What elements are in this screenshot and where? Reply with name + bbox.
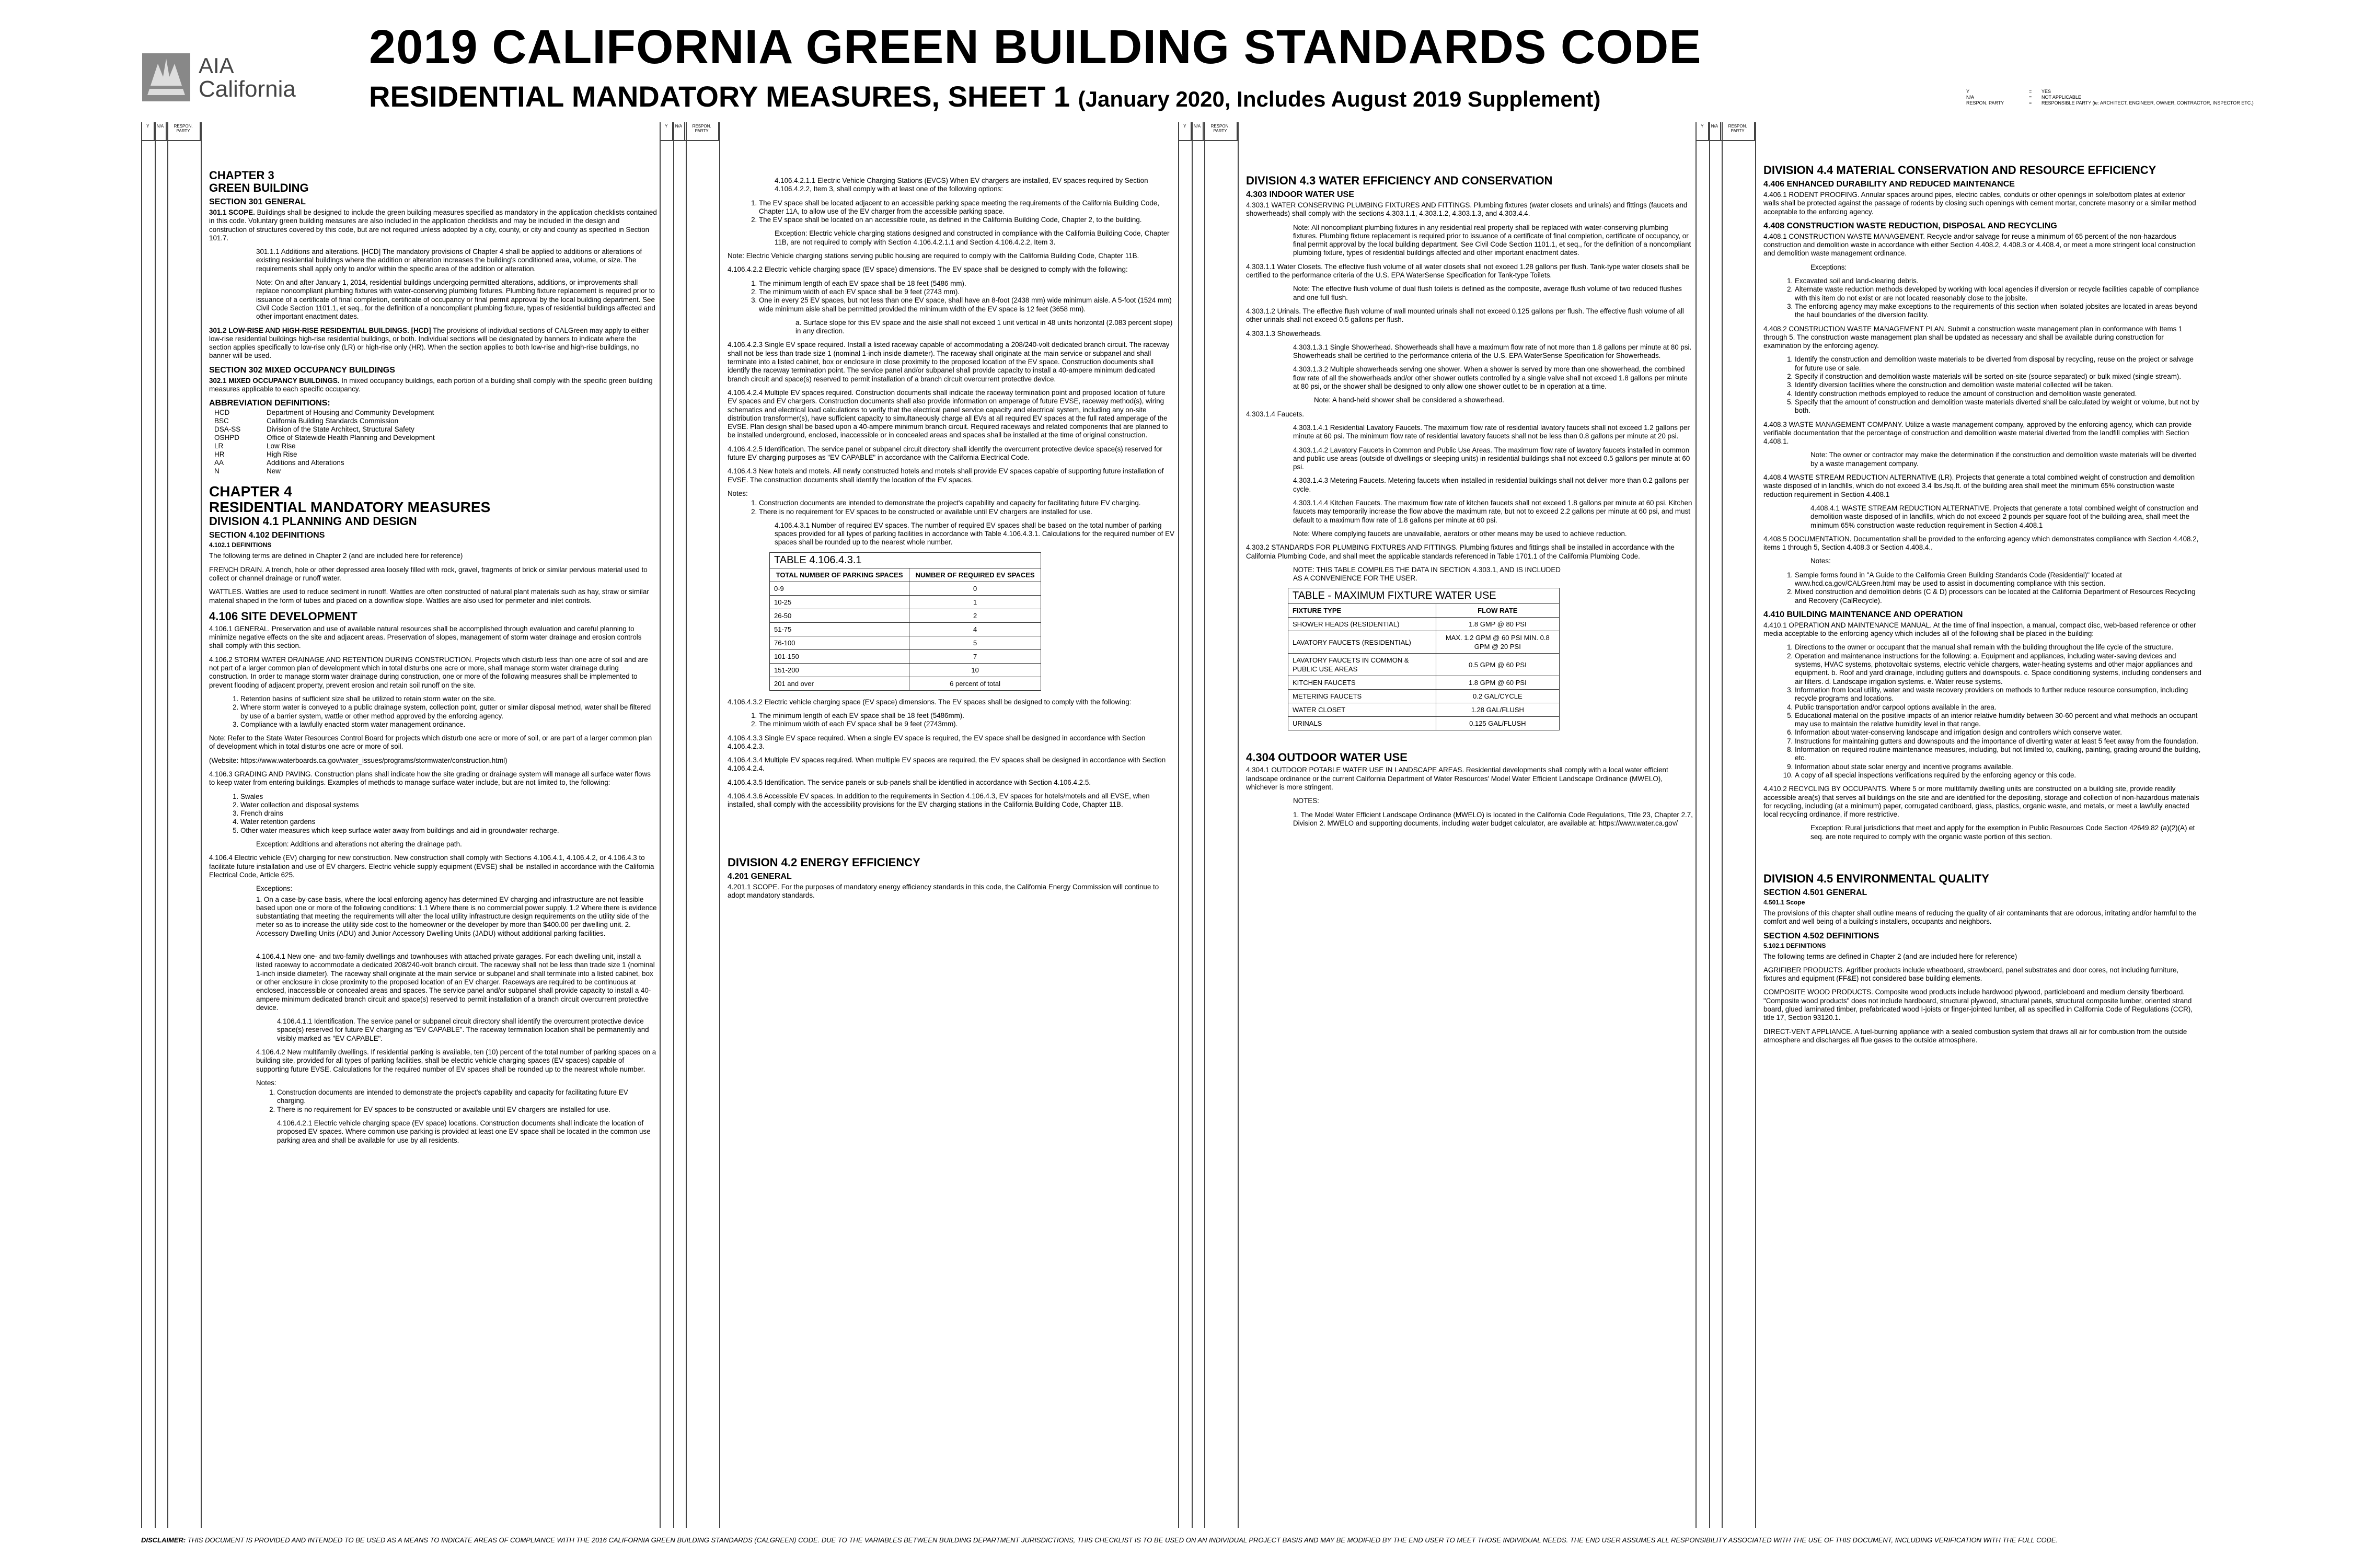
list-item: 2. There is no requirement for EV spaces to be constructed or available until EV chargers are installed for use. [759,508,1176,516]
def-composite-wood: COMPOSITE WOOD PRODUCTS. Composite wood products include hardwood plywood, particleboard and medium density fiberboard. "Composite wood products" does not include hardboard, structural plywood, structural panels, structural composite lumber, oriented strand board, glued laminated timber, prefabricated wood I-joists or finger-jointed lumber, all as specified in California Code of Regulations (CCR), title 17, Section 93120.1. [1763,988,2193,1022]
list-item: 4. Identify construction methods employed to reduce the amount of construction and demolition waste generated. [1795,390,2201,398]
list-item: 1. The minimum length of each EV space shall be 18 feet (5486mm). [759,712,1176,720]
subtitle-date: (January 2020, Includes August 2019 Supplement) [1078,87,1601,111]
division-4-5-heading: DIVISION 4.5 ENVIRONMENTAL QUALITY [1763,872,1989,885]
para-4-303-2: 4.303.2 STANDARDS FOR PLUMBING FIXTURES AND FITTINGS. Plumbing fixtures and fittings shall be installed in accordance with the California Plumbing Code, and shall meet the applicable standards referenced in Table 1701.1 of the California Plumbing Code. [1246,543,1675,560]
para-4-106-4-3: 4.106.4.3 New hotels and motels. All newly constructed hotels and motels shall provide EV spaces capable of supporting future installation of EVSE. The construction documents shall identify the location of the EV spaces. [728,467,1164,484]
list-item: 1. The minimum length of each EV space shall be 18 feet (5486 mm). [759,280,1176,288]
para-4-408-3: 4.408.3 WASTE MANAGEMENT COMPANY. Utilize a waste management company, approved by the enforcing agency, which can provide verifiable documentation that the percentage of construction and demolition waste material diverted from the landfill complies with Section 4.408.1. [1763,420,2192,446]
note-waste-company: Note: The owner or contractor may make the determination if the construction and demolition waste materials will be diverted by a waste management company. [1810,451,2197,468]
abbr-value: Low Rise [267,442,296,450]
table-cell: WATER CLOSET [1288,703,1436,717]
disclaimer [141,1536,2336,1544]
table-cell: 51-75 [770,622,909,636]
list-item: 5. Other water measures which keep surface water away from buildings and aid in groundwater recharge. [240,827,658,835]
para-4-106-4: 4.106.4 Electric vehicle (EV) charging for new construction. New construction shall comply with Sections 4.106.4.1, 4.106.4.2, or 4.106.4.3 to facilitate future installation and use of EV chargers. Electric vehicle supply equipment (EVSE) shall be installed in accordance with the California Electrical Code, Article 625. [209,854,654,879]
table-cell: 6 percent of total [909,677,1041,690]
para-4-106-4-2: 4.106.4.2 New multifamily dwellings. If residential parking is available, ten (10) percent of the total number of parking spaces on a building site, provided for all types of parking facilities, shall be electric vehicle charging spaces (EV spaces) capable of supporting future EVSE. Calculations for the required number of EV spaces shall be rounded up to the nearest whole number. [256,1048,656,1073]
table-cell: LAVATORY FAUCETS IN COMMON & PUBLIC USE AREAS [1288,654,1436,676]
column-1-body [209,169,658,1150]
para-301-1-1: 301.1.1 Additions and alterations. [HCD] The mandatory provisions of Chapter 4 shall be applied to additions or alterations of existing residential buildings where the addition or alteration increases the building's conditioned area, volume, or size. The requirements shall apply only to and/or within the specific area of the addition or alteration. [256,248,642,273]
exception-evcs: Exception: Electric vehicle charging stations designed and constructed in compliance with the California Building Code, Chapter 11B, are not required to comply with Section 4.106.4.2.1.1 and Section 4.106.4.2.2, Item 3. [775,229,1170,246]
legend-key: N/A [1966,95,1975,100]
list-item: 3. One in every 25 EV spaces, but not less than one EV space, shall have an 8-foot (2438 mm) wide minimum aisle. A 5-foot (1524 mm) wide minimum aisle shall be permitted provided the minimum width of the EV space is 12 feet (3658 mm). [759,296,1176,313]
rail-na-label: N/A [155,122,167,140]
list-item: 3. Identify diversion facilities where the construction and demolition waste material collected will be taken. [1795,381,2201,389]
table-header: NUMBER OF REQUIRED EV SPACES [909,568,1041,582]
table-cell: 5 [909,636,1041,649]
list-item: 2. Operation and maintenance instructions for the following: a. Equipment and appliances, including water-saving devices and systems, HVAC systems, photovoltaic systems, electric vehicle chargers, water-heating systems and other major appliances and equipment. b. Roof and yard drainage, including gutters and downspouts. c. Space conditioning systems, including condensers and air filters. d. Landscape irrigation systems. e. Water reuse systems. [1795,652,2201,686]
note-dual-flush: Note: The effective flush volume of dual flush toilets is defined as the composite, average flush volume of two reduced flushes and one full flush. [1293,285,1682,301]
table-cell: 0.125 GAL/FLUSH [1436,717,1559,730]
para-4-406-1: 4.406.1 RODENT PROOFING. Annular spaces around pipes, electric cables, conduits or other openings in sole/bottom plates at exterior walls shall be protected against the passage of rodents by closing such openings with cement mortar, concrete masonry or a similar method acceptable to the enforcing agency. [1763,191,2196,216]
para-4-501-1: The provisions of this chapter shall outline means of reducing the quality of air contaminants that are odorous, irritating and/or harmful to the comfort and well being of a building's installers, occupants and neighbors. [1763,909,2197,926]
table-cell: MAX. 1.2 GPM @ 60 PSI MIN. 0.8 GPM @ 20 PSI [1436,631,1559,654]
para-4-408-5: 4.408.5 DOCUMENTATION. Documentation shall be provided to the enforcing agency which demonstrates compliance with Section 4.408.2, items 1 through 5, Section 4.408.3 or Section 4.408.4.. [1763,535,2199,552]
column-2-body [728,175,1176,905]
list-4-106-3 [209,793,658,835]
section-4-502-heading: SECTION 4.502 DEFINITIONS [1763,931,1879,940]
list-item: 1. Construction documents are intended to demonstrate the project's capability and capacity for facilitating future EV charging. [759,499,1176,507]
table-row [770,677,1041,690]
aia-california-logo [142,50,309,108]
list-item: 8. Information on required routine maintenance measures, including, but not limited to, caulking, painting, grading around the building, etc. [1795,746,2201,763]
list-item: 2. The EV space shall be located on an accessible route, as defined in the California Building Code, Chapter 2, to the building. [759,216,1176,224]
abbr-key: N [214,467,220,475]
table-cell: 1.8 GMP @ 80 PSI [1436,618,1559,631]
para-302-1: In mixed occupancy buildings, each portion of a building shall comply with the specific green building measures applicable to each specific occupancy. [209,376,653,393]
table-header: FIXTURE TYPE [1288,604,1436,618]
legend-row: N/A = NOT APPLICABLE [1966,95,2081,100]
para-4-106-4-2-3: 4.106.4.2.3 Single EV space required. Install a listed raceway capable of accommodating a 208/240-volt dedicated branch circuit. The raceway shall not be less than trade size 1 (nominal 1-inch inside diameter). The raceway shall originate at the main service or subpanel and shall terminate into a listed cabinet, box or enclosure in close proximity to the proposed location of the EV space. Construction documents shall identify the raceway termination point. The service panel and/or subpanel shall provide capacity to install a 40-ampere minimum dedicated branch circuit and space(s) reserved to permit installation of a branch circuit overcurrent protective device. [728,341,1170,383]
abbr-value: Office of Statewide Health Planning and Development [267,434,435,442]
para-4-303-1-4-3: 4.303.1.4.3 Metering Faucets. Metering faucets when installed in residential buildings shall not deliver more than 0.2 gallons per cycle. [1293,477,1689,493]
def-agrifiber: AGRIFIBER PRODUCTS. Agrifiber products include wheatboard, strawboard, panel substrates and door cores, not including furniture, fixtures and equipment (FF&E) not considered base building elements. [1763,966,2179,983]
table-cell: 4 [909,622,1041,636]
table-row [1288,717,1560,730]
note-table: NOTE: THIS TABLE COMPILES THE DATA IN SECTION 4.303.1, AND IS INCLUDED AS A CONVENIENCE FOR THE USER. [1293,565,1561,583]
para-4-106-4-2-2: 4.106.4.2.2 Electric vehicle charging space (EV space) dimensions. The EV space shall be designed to comply with the following: [728,265,1128,274]
note-noncompliant: Note: All noncompliant plumbing fixtures in any residential real property shall be replaced with water-conserving plumbing fixtures. Plumbing fixture replacement is required prior to issuance of a certificate of final completion, certificate of occupancy, or final permit approval by the local building department. See Civil Code Section 1101.1, et seq., for the definition of a noncompliant plumbing fixture, types of residential buildings affected and other important enactment dates. [1293,223,1691,257]
list-item: 5. Specify that the amount of construction and demolition waste materials diverted shall be calculated by weight or volume, but not by both. [1795,398,2201,415]
rail-responsible-label: RESPON. PARTY [685,122,719,140]
abbr-key: OSHPD [214,434,240,442]
abbr-value: Department of Housing and Community Development [267,409,434,417]
table-header: TOTAL NUMBER OF PARKING SPACES [770,568,909,582]
logo-line2: California [199,76,296,102]
section-4-201-heading: 4.201 GENERAL [728,872,792,881]
table-row [770,609,1041,622]
division-4-4-heading: DIVISION 4.4 MATERIAL CONSERVATION AND RESOURCE EFFICIENCY [1763,164,2156,177]
para-4-106-4-3-2: 4.106.4.3.2 Electric vehicle charging space (EV space) dimensions. The EV spaces shall be designed to comply with the following: [728,698,1132,706]
table-cell: KITCHEN FAUCETS [1288,676,1436,690]
table-header: FLOW RATE [1436,604,1559,618]
para-4-106-4-3-3: 4.106.4.3.3 Single EV space required. When a single EV space is required, the EV space shall be designed in accordance with Section 4.106.4.2.3. [728,734,1146,750]
para-4-410-1: 4.410.1 OPERATION AND MAINTENANCE MANUAL. At the time of final inspection, a manual, compact disc, web-based reference or other media acceptable to the enforcing agency which includes all of the following shall be placed in the building: [1763,621,2196,638]
waste-plan-list [1763,355,2201,415]
checklist-rail [141,122,201,1528]
list-item: 2. There is no requirement for EV spaces to be constructed or available until EV chargers are installed for use. [277,1106,658,1114]
table-cell: URINALS [1288,717,1436,730]
exceptions-list [1763,277,2201,319]
table-row [1288,690,1560,703]
chapter-3-heading: CHAPTER 3 [209,169,274,182]
note-301: Note: On and after January 1, 2014, residential buildings undergoing permitted alterations, additions, or improvements shall replace noncompliant plumbing fixtures with water-conserving plumbing fixtures. Plumbing fixture replacement is required prior to issuance of a certificate of final completion, certificate of occupancy or final permit approval by the local building department. See Civil Code Section 1101.1, et seq., for the definition of a noncompliant plumbing fixture, types of residential buildings affected and other important enactment dates. [256,278,655,321]
notes-list [728,499,1176,516]
definitions-subheading: 4.102.1 DEFINITIONS [209,541,272,549]
table-cell: 7 [909,649,1041,663]
table-caption: TABLE - MAXIMUM FIXTURE WATER USE [1288,588,1560,604]
column-3 [1178,122,1700,1528]
legend-value: NOT APPLICABLE [2041,95,2081,100]
abbr-key: BSC [214,417,229,425]
table-cell: LAVATORY FAUCETS (RESIDENTIAL) [1288,631,1436,654]
section-4-406-heading: 4.406 ENHANCED DURABILITY AND REDUCED MAINTENANCE [1763,180,2015,189]
legend-row: Y = YES [1966,89,2051,94]
list-item: 7. Instructions for maintaining gutters and downspouts and the importance of diverting water at least 5 feet away from the foundation. [1795,737,2201,746]
para-4-106-4-3-5: 4.106.4.3.5 Identification. The service panels or sub-panels shall be identified in accordance with Section 4.106.4.2.5. [728,778,1091,786]
page-title: 2019 CALIFORNIA GREEN BUILDING STANDARDS CODE [369,20,1702,74]
para-4-303-1: 4.303.1 WATER CONSERVING PLUMBING FIXTURES AND FITTINGS. Plumbing fixtures (water closets and urinals) and fittings (faucets and showerheads) shall comply with the sections 4.303.1.1, 4.303.1.2, 4.303.1.3, and 4.303.4.4. [1246,201,1688,218]
para-4-303-1-4-2: 4.303.1.4.2 Lavatory Faucets in Common and Public Use Areas. The maximum flow rate of lavatory faucets installed in common and public use areas (outside of dwellings or sleeping units) in residential buildings shall not exceed 0.5 gallons per minute at 60 psi. [1293,446,1690,471]
list-item: 2. Water collection and disposal systems [240,801,658,809]
fixture-water-use-table [1288,588,1560,730]
table-row [770,582,1041,595]
notes-heading: Notes: [1810,557,1831,565]
para-4-304-1: 4.304.1 OUTDOOR POTABLE WATER USE IN LANDSCAPE AREAS. Residential developments shall comply with a local water efficient landscape ordinance or the current California Department of Water Resources' Model Water Efficient Landscape Ordinance (MWELO), whichever is more stringent. [1246,766,1668,791]
note-aerators: Note: Where complying faucets are unavailable, aerators or other means may be used to achieve reduction. [1293,529,1627,538]
division-4-3-heading: DIVISION 4.3 WATER EFFICIENCY AND CONSERVATION [1246,174,1553,187]
outdoor-water-use-heading: 4.304 OUTDOOR WATER USE [1246,751,1408,764]
abbr-value: Division of the State Architect, Structural Safety [267,425,414,434]
exception-grading: Exception: Additions and alterations not altering the drainage path. [256,840,462,849]
abbr-value: High Rise [267,450,297,459]
exception-rural: Exception: Rural jurisdictions that meet and apply for the exemption in Public Resources Code Section 42649.82 (a)(2)(A) et seq. are note required to comply with the organic waste portion of this section. [1810,824,2195,841]
para-4-408-4-1: 4.408.4.1 WASTE STREAM REDUCTION ALTERNATIVE. Projects that generate a total combined weight of construction and demolition waste disposed of in landfills, which do not exceed 2 pounds per square foot of the building area, shall meet the minimum 65% construction waste reduction requirement in Section 4.408.1 [1810,504,2198,529]
table-row [1288,654,1560,676]
list-item: 1. Retention basins of sufficient size shall be utilized to retain storm water on the site. [240,695,658,703]
exceptions-heading: Exceptions: [1810,263,1847,271]
abbr-key: HR [214,450,225,459]
para-4-106-4-2-1: 4.106.4.2.1 Electric vehicle charging space (EV space) locations. Construction documents shall indicate the location of proposed EV spaces. Where common use parking is provided at least one EV space shall be located in the common use parking area and shall be available for use by all residents. [277,1119,651,1144]
para-4-106-4-3-4: 4.106.4.3.4 Multiple EV spaces required. When multiple EV spaces are required, the EV spaces shall be designed in accordance with Section 4.106.4.2.4. [728,756,1166,773]
definitions-intro: The following terms are defined in Chapter 2 (and are included here for reference) [209,552,463,560]
page-subtitle [369,79,1600,113]
list-item: 3. French drains [240,809,658,818]
table-cell: 101-150 [770,649,909,663]
abbr-value: California Building Standards Commission [267,417,399,425]
para-301-1-heading: 301.1 SCOPE. [209,208,255,216]
table-cell: METERING FAUCETS [1288,690,1436,703]
rail-y-label: Y [142,122,155,140]
list-item: 10. A copy of all special inspections verifications required by the enforcing agency or this code. [1795,771,2201,780]
list-item: 2. Specify if construction and demolition waste materials will be sorted on-site (source separated) or bulk mixed (single stream). [1795,373,2201,381]
note-hand-held: Note: A hand-held shower shall be considered a showerhead. [1314,396,1505,404]
list-item: 1. Sample forms found in "A Guide to the California Green Building Standards Code (Residential)" located at www.hcd.ca.gov/CALGreen.html may be used to assist in documenting compliance with this section. [1795,571,2201,588]
table-row [770,595,1041,609]
para-4-201-1: 4.201.1 SCOPE. For the purposes of mandatory energy efficiency standards in this code, the California Energy Commission will continue to adopt mandatory standards. [728,882,1159,899]
para-4-106-1: 4.106.1 GENERAL. Preservation and use of available natural resources shall be accomplished through evaluation and careful planning to minimize negative effects on the site and adjacent areas. Preservation of slopes, management of storm water drainage and erosion controls shall comply with this section. [209,624,642,650]
section-301-heading: SECTION 301 GENERAL [209,198,306,206]
legend-row: RESPON. PARTY = RESPONSIBLE PARTY (ie: ARCHITECT, ENGINEER, OWNER, CONTRACTOR, INSPECTOR ETC.) [1966,100,2254,106]
rail-y-label: Y [661,122,673,140]
list-evcs [728,199,1176,225]
para-4-303-1-3-1: 4.303.1.3.1 Single Showerhead. Showerheads shall have a maximum flow rate of not more than 1.8 gallons per minute at 80 psi. Showerheads shall be certified to the performance criteria of the U.S. EPA WaterSense Specification for Showerheads. [1293,343,1692,360]
legend-key: RESPON. PARTY [1966,100,2004,106]
section-302-heading: SECTION 302 MIXED OCCUPANCY BUILDINGS [209,365,395,375]
para-301-1: Buildings shall be designed to include the green building measures specified as mandatory in the application checklists contained in this code. Voluntary green building measures are also included in the application checklists and may be included in the design and construction of structures covered by this code, but are not required unless adopted by a city, county, or city and county as specified in Section 101.7. [209,208,657,242]
rail-responsible-label: RESPON. PARTY [1204,122,1238,140]
note-storm-water: Note: Refer to the State Water Resources Control Board for projects which disturb one acre or more of soil, or are part of a larger common plan of development which in total disturbs one acre or more of soil. [209,734,652,751]
checklist-rail [1695,122,1755,1528]
table-row [770,636,1041,649]
definitions-intro: The following terms are defined in Chapter 2 (and are included here for reference) [1763,952,2017,960]
para-4-106-2: 4.106.2 STORM WATER DRAINAGE AND RETENTION DURING CONSTRUCTION. Projects which disturb less than one acre of soil and are not part of a larger common plan of development which in total disturbs one acre or more, shall manage storm water drainage during construction. In order to manage storm water drainage during construction, one or more of the following measures shall be implemented to prevent flooding of adjacent property, prevent erosion and retain soil runoff on the site. [209,655,648,689]
list-item: 1. The EV space shall be located adjacent to an accessible parking space meeting the requirements of the California Building Code, Chapter 11A, to allow use of the EV charger from the accessible parking space. [759,199,1176,216]
residential-mandatory-heading: RESIDENTIAL MANDATORY MEASURES [209,499,491,516]
column-4-body [1763,164,2201,1050]
table-cell: 2 [909,609,1041,622]
abbr-value: Additions and Alterations [267,459,344,467]
table-row [770,622,1041,636]
subtitle-main: RESIDENTIAL MANDATORY MEASURES, SHEET 1 [369,80,1070,113]
rail-y-label: Y [1697,122,1709,140]
table-cell: 0.5 GPM @ 60 PSI [1436,654,1559,676]
notes-mwelo: 1. The Model Water Efficient Landscape Ordinance (MWELO) is located in the California Code Regulations, Title 23, Chapter 2.7, Division 2. MWELO and supporting documents, including water budget calculator, are available at: https://www.water.ca.gov/ [1293,810,1693,827]
note-public-housing: Note: Electric Vehicle charging stations serving public housing are required to comply with the California Building Code, Chapter 11B. [728,252,1139,260]
para-4-106-4-2-4: 4.106.4.2.4 Multiple EV spaces required. Construction documents shall indicate the raceway termination point and proposed location of future EV spaces and EV chargers. Construction documents shall also provide information on amperage of future EVSE, raceway method(s), wiring schematics and electrical load calculations to verify that the electrical panel service capacity and electrical system, including any on-site distribution transformer(s), have sufficient capacity to simultaneously charge all EVs at all required EV spaces at the full rated amperage of the EVSE. Plan design shall be based upon a 40-ampere minimum branch circuit. Required raceways and related components that are planned to be installed underground, enclosed, inaccessible or in concealed areas and spaces shall be installed at the time of original construction. [728,388,1168,439]
website-reference: (Website: https://www.waterboards.ca.gov/water_issues/programs/stormwater/construction.html) [209,756,507,764]
list-ev-dimensions-hotels [728,712,1176,729]
list-item: 6. Information about water-conserving landscape and irrigation design and controllers which conserve water. [1795,728,2201,737]
table-cell: SHOWER HEADS (RESIDENTIAL) [1288,618,1436,631]
indoor-water-use-heading: 4.303 INDOOR WATER USE [1246,190,1354,199]
para-4-106-4-1-1: 4.106.4.1.1 Identification. The service panel or subpanel circuit directory shall identify the overcurrent protective device space(s) reserved for future EV charging as "EV CAPABLE". The raceway termination location shall be permanently and visibly marked as "EV CAPABLE". [277,1017,649,1042]
legend [1966,89,2332,106]
section-4-501-heading: SECTION 4.501 GENERAL [1763,888,1867,897]
list-item: 2. The minimum width of each EV space shall be 9 feet (2743 mm). [759,288,1176,296]
scope-subheading: 4.501.1 Scope [1763,899,1805,906]
list-item: 2. Where storm water is conveyed to a public drainage system, collection point, gutter or similar disposal method, water shall be filtered by use of a barrier system, wattle or other method approved by the enforcing agency. [240,703,658,721]
division-4-1-heading: DIVISION 4.1 PLANNING AND DESIGN [209,515,417,528]
abbr-key: LR [214,442,224,450]
chapter-4-heading: CHAPTER 4 [209,483,292,500]
site-development-heading: 4.106 SITE DEVELOPMENT [209,609,357,623]
para-4-303-1-4-1: 4.303.1.4.1 Residential Lavatory Faucets. The maximum flow rate of residential lavatory faucets shall not exceed 1.2 gallons per minute at 60 psi. The minimum flow rate of residential lavatory faucets shall not be less than 0.8 gallons per minute at 20 psi. [1293,423,1690,440]
para-4-408-2: 4.408.2 CONSTRUCTION WASTE MANAGEMENT PLAN. Submit a construction waste management plan in conformance with Items 1 through 5. The construction waste management plan shall be updated as necessary and shall be available during construction for examination by the enforcing agency. [1763,324,2183,350]
table-cell: 201 and over [770,677,909,690]
column-4 [1695,122,2208,1528]
para-4-106-4-3-6: 4.106.4.3.6 Accessible EV spaces. In addition to the requirements in Section 4.106.4.3, EV spaces for hotels/motels and all EVSE, when installed, shall comply with the accessibility provisions for the EV charging stations in the California Building Code, Chapter 11B. [728,792,1150,809]
para-4-303-1-3-2: 4.303.1.3.2 Multiple showerheads serving one shower. When a shower is served by more than one showerhead, the combined flow rate of all the showerheads and/or other shower outlets controlled by a single valve shall not exceed 1.8 gallons per minute at 80 psi, or the shower shall be designed to only allow one shower outlet to be in operation at a time. [1293,365,1688,391]
green-building-heading: GREEN BUILDING [209,181,309,194]
disclaimer-text: THIS DOCUMENT IS PROVIDED AND INTENDED TO BE USED AS A MEANS TO INDICATE AREAS OF COMPLIANCE WITH THE 2016 CALIFORNIA GREEN BUILDING STANDARDS (CALGREEN) CODE. DUE TO THE VARIABLES BETWEEN BUILDING DEPARTMENT JURISDICTIONS, THIS CHECKLIST IS TO BE USED ON AN INDIVIDUAL PROJECT BASIS AND MAY BE MODIFIED BY THE END USER TO MEET THOSE INDIVIDUAL NEEDS. THE END USER ASSUMES ALL RESPONSIBILITY ASSOCIATED WITH THE USE OF THIS DOCUMENT, INCLUDING VERIFICATION WITH THE FULL CODE. [187,1536,2058,1544]
para-302-1-heading: 302.1 MIXED OCCUPANCY BUILDINGS. [209,376,340,385]
notes-heading: Notes: [256,1078,276,1087]
list-item: 2. The minimum width of each EV space shall be 9 feet (2743mm). [759,720,1176,728]
table-caption: TABLE 4.106.4.3.1 [770,552,1041,568]
rail-responsible-label: RESPON. PARTY [1721,122,1755,140]
para-4-408-4: 4.408.4 WASTE STREAM REDUCTION ALTERNATIVE (LR). Projects that generate a total combined weight of construction and demolition waste disposed of in landfills, which do not exceed 3.4 lbs./sq.ft. of the building area shall meet the minimum 65% construction waste reduction requirement in Section 4.408.1 [1763,473,2195,498]
checklist-rail [660,122,719,1528]
section-4-408-heading: 4.408 CONSTRUCTION WASTE REDUCTION, DISPOSAL AND RECYCLING [1763,221,2057,230]
para-4-106-4-2-1-1: 4.106.4.2.1.1 Electric Vehicle Charging Stations (EVCS) When EV chargers are installed, EV spaces required by Section 4.106.4.2.2, Item 3, shall comply with at least one of the following options: [775,177,1148,193]
table-row [1288,618,1560,631]
table-row [770,649,1041,663]
para-4-106-3: 4.106.3 GRADING AND PAVING. Construction plans shall indicate how the site grading or drainage system will manage all surface water flows to keep water from entering buildings. Examples of methods to manage surface water include, but are not limited to, the following: [209,770,651,787]
para-4-303-1-4: 4.303.1.4 Faucets. [1246,410,1304,418]
abbr-key: DSA-SS [214,425,241,434]
para-4-303-1-4-4: 4.303.1.4.4 Kitchen Faucets. The maximum flow rate of kitchen faucets shall not exceed 1.8 gallons per minute at 60 psi. Kitchen faucets may temporarily increase the flow above the maximum rate, but not to exceed 2.2 gallons per minute at 60 psi, and must default to a maximum flow rate of 1.8 gallons per minute at 60 psi. [1293,499,1692,524]
column-1 [141,122,664,1528]
ev-spaces-table [769,552,1041,691]
list-item: 4. Public transportation and/or carpool options available in the area. [1795,703,2201,712]
abbr-key: AA [214,459,224,467]
section-4-102-heading: SECTION 4.102 DEFINITIONS [209,531,325,540]
rail-na-label: N/A [1709,122,1722,140]
abbreviation-list [209,409,658,475]
list-item: 9. Information about state solar energy and incentive programs available. [1795,763,2201,771]
table-cell: 151-200 [770,663,909,677]
list-item: 4. Water retention gardens [240,818,658,826]
maintenance-list [1763,643,2201,780]
notes-heading: NOTES: [1293,797,1319,805]
checklist-rail [1178,122,1238,1528]
table-cell: 1.28 GAL/FLUSH [1436,703,1559,717]
para-4-106-4-1: 4.106.4.1 New one- and two-family dwellings and townhouses with attached private garages. For each dwelling unit, install a listed raceway to accommodate a dedicated 208/240-volt branch circuit. The raceway shall not be less than trade size 1 (nominal 1-inch inside diameter). The raceway shall originate at the main service or subpanel and shall terminate into a listed cabinet, box or other enclosure in close proximity to the proposed location of an EV charger. Raceways are required to be continuous at enclosed, inaccessible or concealed areas and spaces. The service panel and/or subpanel shall provide capacity to install a 40-ampere minimum dedicated branch circuit and space(s) reserved to permit installation of a branch circuit overcurrent protective device. [256,953,655,1012]
list-item: 1. Identify the construction and demolition waste materials to be diverted from disposal by recycling, reuse on the project or salvage for future use or sale. [1795,355,2201,373]
definitions-subheading: 5.102.1 DEFINITIONS [1763,942,1826,949]
para-301-2-heading: 301.2 LOW-RISE AND HIGH-RISE RESIDENTIAL BUILDINGS. [HCD] [209,326,431,334]
table-row [1288,676,1560,690]
column-2 [660,122,1182,1528]
para-4-410-2: 4.410.2 RECYCLING BY OCCUPANTS. Where 5 or more multifamily dwelling units are constructed on a building site, provide readily accessible area(s) that serves all buildings on the site and are identified for the depositing, storage and collection of non-hazardous materials for recycling, including (at a minimum) paper, corrugated cardboard, glass, plastics, organic waste, and metals, or meet a lawfully enacted local recycling ordinance, if more restrictive. [1763,785,2199,819]
para-4-303-1-3: 4.303.1.3 Showerheads. [1246,329,1322,338]
table-cell: 10-25 [770,595,909,609]
list-item: 2. Mixed construction and demolition debris (C & D) processors can be located at the California Department of Resources Recycling and Recovery (CalRecycle). [1795,588,2201,605]
list-item: 2. Alternate waste reduction methods developed by working with local agencies if diversion or recycle facilities capable of compliance with this item do not exist or are not located reasonably close to the jobsite. [1795,285,2201,303]
logo-line1: AIA [199,53,234,78]
para-4-408-1: 4.408.1 CONSTRUCTION WASTE MANAGEMENT. Recycle and/or salvage for reuse a minimum of 65 percent of the non-hazardous construction and demolition waste in accordance with either Section 4.408.2, 4.408.3 or 4.408.4, or meet a more stringent local construction and demolition waste management ordinance. [1763,232,2196,258]
list-ev-dimensions [728,280,1176,313]
abbr-value: New [267,467,281,475]
division-4-2-heading: DIVISION 4.2 ENERGY EFFICIENCY [728,855,920,869]
table-cell: 0-9 [770,582,909,595]
notes-heading: Notes: [728,489,748,497]
notes-list [209,1088,658,1114]
table-row [770,663,1041,677]
table-cell: 1 [909,595,1041,609]
legend-value: YES [2041,89,2051,94]
list-item: 3. Compliance with a lawfully enacted storm water management ordinance. [240,721,658,729]
exceptions-ev: 1. On a case-by-case basis, where the local enforcing agency has determined EV charging and infrastructure are not feasible based upon one or more of the following conditions: 1.1 Where there is no commercial power supply. 1.2 Where there is evidence substantiating that meeting the requirements will alter the local utility infrastructure design requirements on the utility side of the meter so as to increase the utility side cost to the homeowner or the developer by more than $400.00 per dwelling unit. 2. Accessory Dwelling Units (ADU) and Junior Accessory Dwelling Units (JADU) without additional parking facilities. [256,895,657,937]
para-301-2: The provisions of individual sections of CALGreen may apply to either low-rise residential buildings high-rise residential buildings, or both. Individual sections will be designated by banners to indicate where the section applies specifically to low-rise only (LR) or high-rise only (HR). When the section applies to both low-rise and high-rise buildings, no banner will be used. [209,326,649,360]
def-french-drain: FRENCH DRAIN. A trench, hole or other depressed area loosely filled with rock, gravel, fragments of brick or similar pervious material used to collect or channel drainage or runoff water. [209,565,648,582]
para-4-106-4-3-1: 4.106.4.3.1 Number of required EV spaces. The number of required EV spaces shall be based on the total number of parking spaces provided for all types of parking facilities in accordance with Table 4.106.4.3.1. Calculations for the required number of EV spaces shall be rounded up to the nearest whole number. [775,521,1174,547]
list-item: 5. Educational material on the positive impacts of an interior relative humidity between 30-60 percent and what methods an occupant may use to maintain the relative humidity level in that range. [1795,712,2201,729]
rail-na-label: N/A [673,122,686,140]
list-item: 1. Directions to the owner or occupant that the manual shall remain with the building throughout the life cycle of the structure. [1795,643,2201,652]
list-item: 3. Information from local utility, water and waste recovery providers on methods to further reduce resource consumption, including recycle programs and locations. [1795,686,2201,703]
legend-value: RESPONSIBLE PARTY (ie: ARCHITECT, ENGINEER, OWNER, CONTRACTOR, INSPECTOR ETC.) [2041,100,2254,106]
legend-key: Y [1966,89,1970,94]
def-wattles: WATTLES. Wattles are used to reduce sediment in runoff. Wattles are often constructed of natural plant materials such as hay, straw or similar material shaped in the form of tubes and placed on a downflow slope. Wattles are also used for perimeter and inlet controls. [209,588,649,605]
table-row [1288,703,1560,717]
aia-eagle-icon [142,53,190,101]
para-4-303-1-2: 4.303.1.2 Urinals. The effective flush volume of wall mounted urinals shall not exceed 0.125 gallons per flush. The effective flush volume of all other urinals shall not exceed 0.5 gallons per flush. [1246,307,1684,324]
exceptions-heading: Exceptions: [256,885,293,893]
table-cell: 0.2 GAL/CYCLE [1436,690,1559,703]
rail-y-label: Y [1179,122,1192,140]
table-cell: 76-100 [770,636,909,649]
def-direct-vent: DIRECT-VENT APPLIANCE. A fuel-burning appliance with a sealed combustion system that draws all air for combustion from the outside atmosphere and discharges all flue gases to the outside atmosphere. [1763,1027,2187,1044]
list-item: 1. Excavated soil and land-clearing debris. [1795,277,2201,285]
rail-na-label: N/A [1192,122,1204,140]
abbreviations-heading: ABBREVIATION DEFINITIONS: [209,399,330,408]
section-4-410-heading: 4.410 BUILDING MAINTENANCE AND OPERATION [1763,610,1963,619]
table-cell: 26-50 [770,609,909,622]
table-cell: 0 [909,582,1041,595]
abbr-key: HCD [214,409,230,417]
notes-list [1763,571,2201,605]
para-4-106-4-2-5: 4.106.4.2.5 Identification. The service panel or subpanel circuit directory shall identify the overcurrent protective device space(s) reserved for future EV charging purposes as "EV CAPABLE" in accordance with the California Electrical Code. [728,445,1162,462]
list-item: 1. Swales [240,793,658,801]
list-item: 3. The enforcing agency may make exceptions to the requirements of this section when isolated jobsites are located in areas beyond the haul boundaries of the diversion facility. [1795,303,2201,320]
table-cell: 10 [909,663,1041,677]
table-row [1288,631,1560,654]
list-4-106-2 [209,695,658,729]
disclaimer-label: DISCLAIMER: [141,1536,186,1544]
table-cell: 1.8 GPM @ 60 PSI [1436,676,1559,690]
list-item: 1. Construction documents are intended to demonstrate the project's capability and capacity for facilitating future EV charging. [277,1088,658,1106]
rail-responsible-label: RESPON. PARTY [167,122,201,140]
surface-slope: a. Surface slope for this EV space and the aisle shall not exceed 1 unit vertical in 48 units horizontal (2.083 percent slope) in any direction. [795,318,1173,335]
column-3-body [1246,175,1693,833]
para-4-303-1-1: 4.303.1.1 Water Closets. The effective flush volume of all water closets shall not exceed 1.28 gallons per flush. Tank-type water closets shall be certified to the performance criteria of the U.S. EPA WaterSense Specification for Tank-type Toilets. [1246,262,1690,280]
